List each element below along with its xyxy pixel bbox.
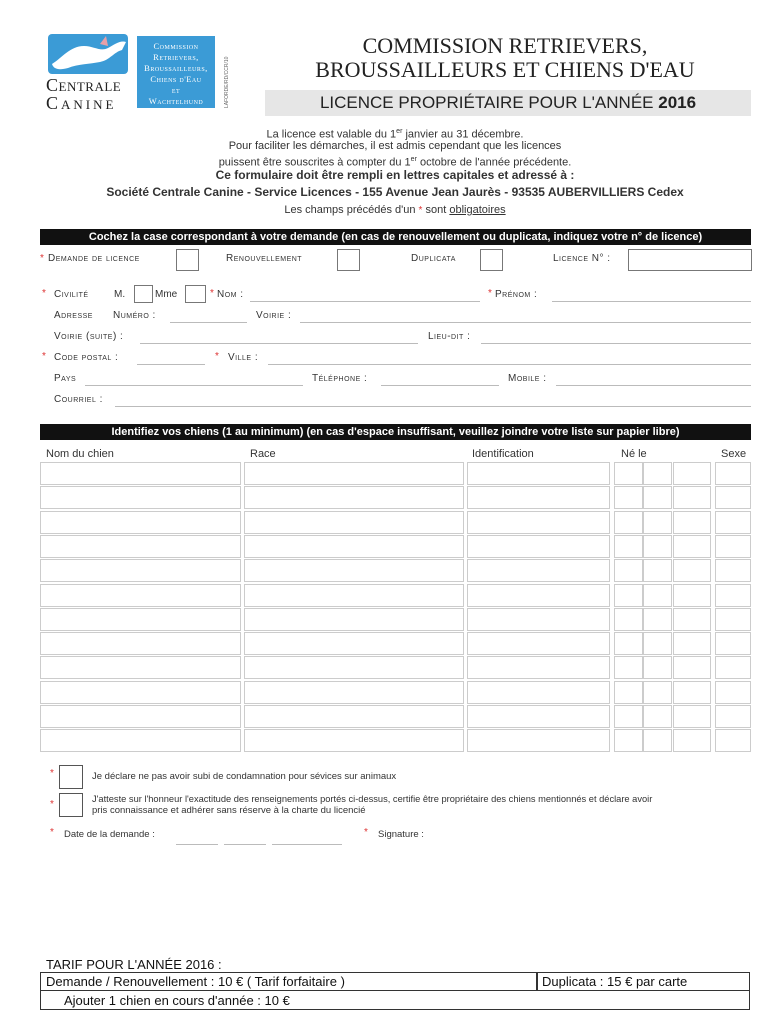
dog-birth-day-cell[interactable] [614,535,643,558]
label-licence-no: Licence N° : [553,253,611,264]
dog-name-cell[interactable] [40,681,241,704]
dog-sex-cell[interactable] [715,511,751,534]
date-year-field[interactable] [272,844,342,845]
dog-race-cell[interactable] [244,462,464,485]
dog-sex-cell[interactable] [715,681,751,704]
dog-name-cell[interactable] [40,511,241,534]
dog-birth-day-cell[interactable] [614,559,643,582]
dog-id-cell[interactable] [467,486,610,509]
dog-birth-day-cell[interactable] [614,608,643,631]
lieu-dit-field[interactable] [481,343,751,344]
label-numero: Numéro : [113,310,156,321]
mobile-field[interactable] [556,385,751,386]
licence-number-field[interactable] [628,249,752,271]
checkbox-duplicata[interactable] [480,249,503,271]
label-mme: Mme [155,289,178,300]
label-nom: Nom : [217,289,244,300]
voirie-field[interactable] [300,322,751,323]
logo-box-line: Commission [153,41,199,51]
dog-sex-cell[interactable] [715,656,751,679]
dog-race-cell[interactable] [244,486,464,509]
dog-name-cell[interactable] [40,705,241,728]
document-code: LAFORDE/RD/CCR/10 [224,56,230,108]
code-postal-field[interactable] [137,364,205,365]
dog-id-cell[interactable] [467,535,610,558]
attestation-line1: J'atteste sur l'honneur l'exactitude des renseignements portés ci-dessus, certifie être propriétaire des chiens mentionnés et déclare avoir [92,794,653,804]
dog-id-cell[interactable] [467,632,610,655]
dog-birth-day-cell[interactable] [614,681,643,704]
dog-name-cell[interactable] [40,656,241,679]
col-sexe: Sexe [721,448,747,460]
dog-birth-year-cell[interactable] [673,681,711,704]
dog-birth-year-cell[interactable] [673,511,711,534]
dog-sex-cell[interactable] [715,462,751,485]
dog-race-cell[interactable] [244,729,464,752]
voirie-suite-field[interactable] [140,343,418,344]
section1-band: Cochez la case correspondant à votre demande (en cas de renouvellement ou duplicata, indiquez votre n° de licence) [40,229,751,245]
centrale-canine-wordmark [46,76,121,112]
info-line4: Ce formulaire doit être rempli en lettres capitales et adressé à : [215,168,575,182]
dog-name-cell[interactable] [40,632,241,655]
label-mobile: Mobile : [508,373,547,384]
page-title [270,34,740,82]
label-civilite: Civilité [54,289,89,300]
dog-id-cell[interactable] [467,511,610,534]
dog-id-cell[interactable] [467,729,610,752]
required-star: * [215,351,219,362]
dog-birth-year-cell[interactable] [673,486,711,509]
pays-field[interactable] [85,385,303,386]
dog-name-cell[interactable] [40,729,241,752]
dog-birth-year-cell[interactable] [673,559,711,582]
subtitle-year: 2016 [658,93,697,112]
dog-birth-day-cell[interactable] [614,486,643,509]
dog-id-cell[interactable] [467,559,610,582]
dog-name-cell[interactable] [40,584,241,607]
date-day-field[interactable] [176,844,218,845]
col-ne-le: Né le [621,448,647,460]
dog-birth-month-cell[interactable] [643,486,672,509]
logo-box-line: Chiens d'Eau [150,74,202,84]
dog-birth-month-cell[interactable] [643,559,672,582]
dog-birth-month-cell[interactable] [643,584,672,607]
logo-box-line: Retrievers, [153,52,199,62]
dog-name-cell[interactable] [40,608,241,631]
dog-birth-month-cell[interactable] [643,705,672,728]
logo-box-line: et [171,85,181,95]
logo-name-line1: Centrale [46,75,122,95]
info-line1: La licence est valable du 1er janvier au 31 décembre. [266,128,524,141]
dog-birth-day-cell[interactable] [614,462,643,485]
dog-birth-year-cell[interactable] [673,535,711,558]
checkbox-renouvellement[interactable] [337,249,360,271]
attestation-line2: pris connaissance et adhérer sans réserve à la charte du licencié [92,805,366,816]
title-line2: BROUSSAILLEURS ET CHIENS D'EAU [315,57,695,82]
label-voirie: Voirie : [256,310,292,321]
label-ville: Ville : [228,352,259,363]
dog-race-cell[interactable] [244,535,464,558]
date-month-field[interactable] [224,844,266,845]
required-star: * [40,253,44,264]
dog-race-cell[interactable] [244,656,464,679]
required-star: * [50,768,54,779]
declaration-attestation [92,793,752,817]
dog-name-cell[interactable] [40,462,241,485]
label-courriel: Courriel : [54,394,103,405]
dog-birth-month-cell[interactable] [643,608,672,631]
label-lieu-dit: Lieu-dit : [428,331,471,342]
required-star: * [42,288,46,299]
dog-id-cell[interactable] [467,656,610,679]
dog-birth-day-cell[interactable] [614,705,643,728]
dog-id-cell[interactable] [467,705,610,728]
required-star: * [50,799,54,810]
numero-field[interactable] [170,322,247,323]
dog-sex-cell[interactable] [715,584,751,607]
logo-box-line: Wachtelhund [148,96,204,106]
label-adresse: Adresse [54,310,93,321]
telephone-field[interactable] [381,385,499,386]
dog-sex-cell[interactable] [715,486,751,509]
ville-field[interactable] [268,364,751,365]
info-address: Société Centrale Canine - Service Licences - 155 Avenue Jean Jaurès - 93535 AUBERVILLIERS Cedex [106,185,684,199]
label-voirie-suite: Voirie (suite) : [54,331,124,342]
label-telephone: Téléphone : [312,373,368,384]
dog-birth-month-cell[interactable] [643,681,672,704]
dog-birth-month-cell[interactable] [643,511,672,534]
dog-sex-cell[interactable] [715,535,751,558]
dog-race-cell[interactable] [244,705,464,728]
dog-id-cell[interactable] [467,681,610,704]
label-code-postal: Code postal : [54,352,119,363]
tarif-demande: Demande / Renouvellement : 10 € ( Tarif forfaitaire ) [46,974,345,989]
dog-birth-year-cell[interactable] [673,705,711,728]
label-date-demande: Date de la demande : [64,829,155,840]
label-renouvellement: Renouvellement [226,253,303,264]
dog-birth-month-cell[interactable] [643,535,672,558]
dog-birth-month-cell[interactable] [643,462,672,485]
col-nom-du-chien: Nom du chien [46,448,114,460]
label-signature: Signature : [378,829,424,840]
dog-birth-day-cell[interactable] [614,511,643,534]
label-demande: Demande de licence [48,253,140,264]
checkbox-demande[interactable] [176,249,199,271]
dog-race-cell[interactable] [244,559,464,582]
dog-birth-day-cell[interactable] [614,656,643,679]
dog-birth-month-cell[interactable] [643,729,672,752]
label-duplicata: Duplicata [411,253,456,264]
dog-race-cell[interactable] [244,608,464,631]
dog-id-cell[interactable] [467,608,610,631]
checkbox-mme[interactable] [185,285,206,303]
checkbox-m[interactable] [134,285,153,303]
label-prenom: Prénom : [495,289,538,300]
required-star: * [50,827,54,838]
checkbox-attestation[interactable] [59,793,83,817]
dog-birth-year-cell[interactable] [673,584,711,607]
dog-id-cell[interactable] [467,584,610,607]
dog-race-cell[interactable] [244,584,464,607]
logo-name-line2: Canine [46,93,117,113]
label-pays: Pays [54,373,77,384]
label-m: M. [114,289,126,300]
title-line1: COMMISSION RETRIEVERS, [362,33,648,58]
dog-sex-cell[interactable] [715,559,751,582]
tarif-ajout: Ajouter 1 chien en cours d'année : 10 € [64,993,290,1008]
dog-race-cell[interactable] [244,632,464,655]
required-star: * [364,827,368,838]
dog-name-cell[interactable] [40,535,241,558]
col-identification: Identification [472,448,534,460]
section2-band: Identifiez vos chiens (1 au minimum) (en cas d'espace insuffisant, veuillez joindre votre liste sur papier libre) [40,424,751,440]
info-line2: Pour faciliter les démarches, il est admis cependant que les licences [228,140,562,152]
info-line3: puissent être souscrites à compter du 1er octobre de l'année précédente. [218,156,572,169]
dog-icon [48,34,128,74]
dog-birth-year-cell[interactable] [673,632,711,655]
dog-race-cell[interactable] [244,681,464,704]
dog-birth-day-cell[interactable] [614,632,643,655]
dog-birth-year-cell[interactable] [673,462,711,485]
dog-name-cell[interactable] [40,559,241,582]
dog-birth-month-cell[interactable] [643,632,672,655]
logo-box-line: Broussailleurs, [144,63,208,73]
declaration-sevices: Je déclare ne pas avoir subi de condamnation pour sévices sur animaux [92,771,397,782]
required-star: * [210,288,214,299]
centrale-canine-logo-dog [48,34,128,74]
dog-sex-cell[interactable] [715,632,751,655]
tarif-title: TARIF POUR L'ANNÉE 2016 : [46,957,222,972]
col-race: Race [250,448,276,460]
dog-birth-day-cell[interactable] [614,584,643,607]
dog-birth-year-cell[interactable] [673,608,711,631]
dog-id-cell[interactable] [467,462,610,485]
dog-name-cell[interactable] [40,486,241,509]
required-star: * [488,288,492,299]
commission-logo-box [137,36,215,108]
dog-birth-year-cell[interactable] [673,729,711,752]
dog-sex-cell[interactable] [715,608,751,631]
tarif-duplicata: Duplicata : 15 € par carte [542,974,688,989]
dog-sex-cell[interactable] [715,705,751,728]
checkbox-declaration-sevices[interactable] [59,765,83,789]
nom-field[interactable] [250,301,480,302]
dog-sex-cell[interactable] [715,729,751,752]
required-star: * [42,351,46,362]
subtitle [265,93,751,113]
dog-race-cell[interactable] [244,511,464,534]
prenom-field[interactable] [552,301,751,302]
dog-birth-day-cell[interactable] [614,729,643,752]
dog-birth-month-cell[interactable] [643,656,672,679]
subtitle-text: LICENCE PROPRIÉTAIRE POUR L'ANNÉE [319,93,654,112]
courriel-field[interactable] [115,406,751,407]
dog-birth-year-cell[interactable] [673,656,711,679]
info-mandatory-note: Les champs précédés d'un * sont obligatoires [284,204,506,216]
